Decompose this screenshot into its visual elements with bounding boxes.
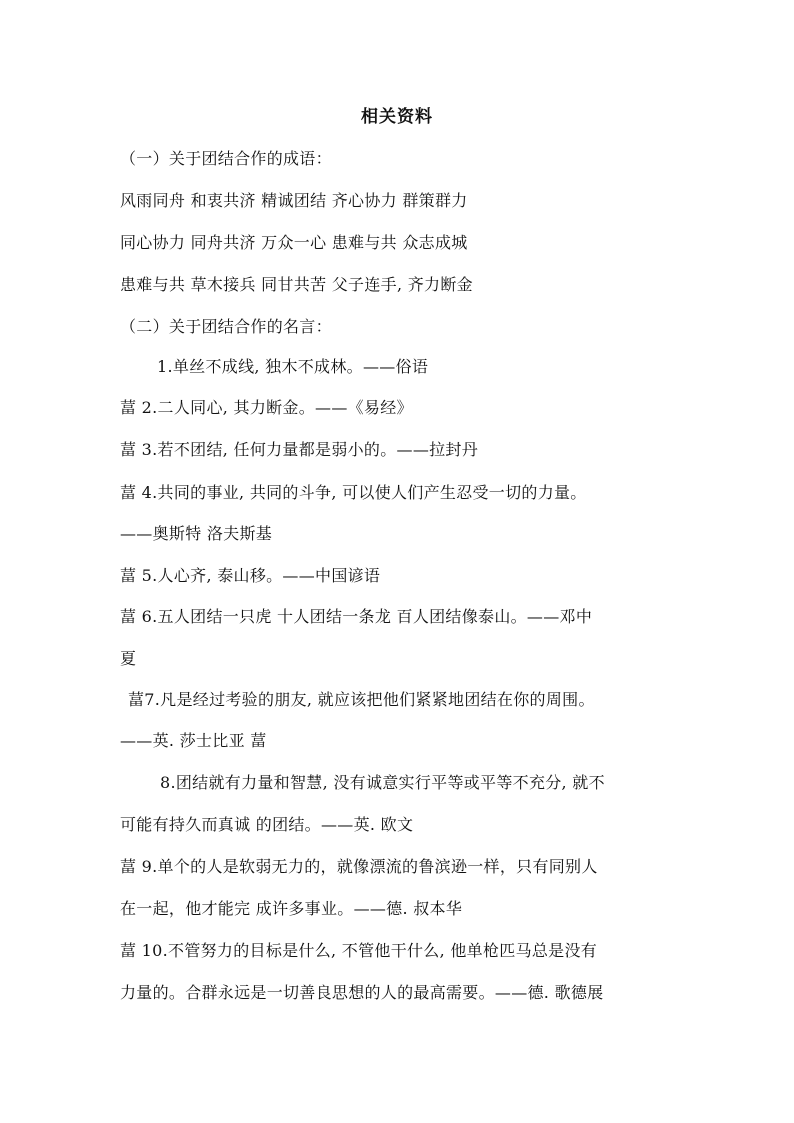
quote-line: 8.团结就有力量和智慧, 没有诚意实行平等或平等不充分, 就不 [160, 773, 605, 792]
idiom-line: 同心协力 同舟共济 万众一心 患难与共 众志成城 [120, 233, 468, 252]
quote-line: 1.单丝不成线, 独木不成林。——俗语 [157, 357, 429, 376]
quote-line: 葍 3.若不团结, 任何力量都是弱小的。——拉封丹 [120, 440, 479, 459]
quote-line: ——奥斯特 洛夫斯基 [120, 524, 273, 543]
idiom-line: 风雨同舟 和衷共济 精诚团结 齐心协力 群策群力 [120, 191, 468, 210]
quote-line: ——英. 莎士比亚 葍 [120, 731, 267, 750]
quote-line: 夏 [120, 649, 137, 668]
section-heading-quotes: （二）关于团结合作的名言： [120, 317, 332, 336]
quote-line: 葍 5.人心齐, 泰山移。——中国谚语 [120, 566, 381, 585]
quote-line: 可能有持久而真诚 的团结。——英. 欧文 [120, 815, 414, 834]
quote-line: 葍 6.五人团结一只虎 十人团结一条龙 百人团结像泰山。——邓中 [120, 607, 593, 626]
quote-line: 在一起，他才能完 成许多事业。——德. 叔本华 [120, 899, 463, 918]
quote-line: 葍 2.二人同心, 其力断金。——《易经》 [120, 398, 413, 417]
page-title: 相关资料 [361, 107, 433, 127]
idiom-line: 患难与共 草木接兵 同甘共苦 父子连手, 齐力断金 [120, 275, 473, 294]
quote-line: 力量的。合群永远是一切善良思想的人的最高需要。——德. 歌德展 [120, 983, 604, 1002]
quote-line: 葍 10.不管努力的目标是什么, 不管他干什么, 他单枪匹马总是没有 [120, 941, 598, 960]
section-heading-idioms: （一）关于团结合作的成语： [120, 149, 332, 168]
quote-line: 葍 4.共同的事业, 共同的斗争, 可以使人们产生忍受一切的力量。 [120, 483, 587, 502]
quote-line: 葍7.凡是经过考验的朋友, 就应该把他们紧紧地团结在你的周围。 [128, 690, 595, 709]
quote-line: 葍 9.单个的人是软弱无力的，就像漂流的鲁滨逊一样，只有同别人 [120, 857, 598, 876]
